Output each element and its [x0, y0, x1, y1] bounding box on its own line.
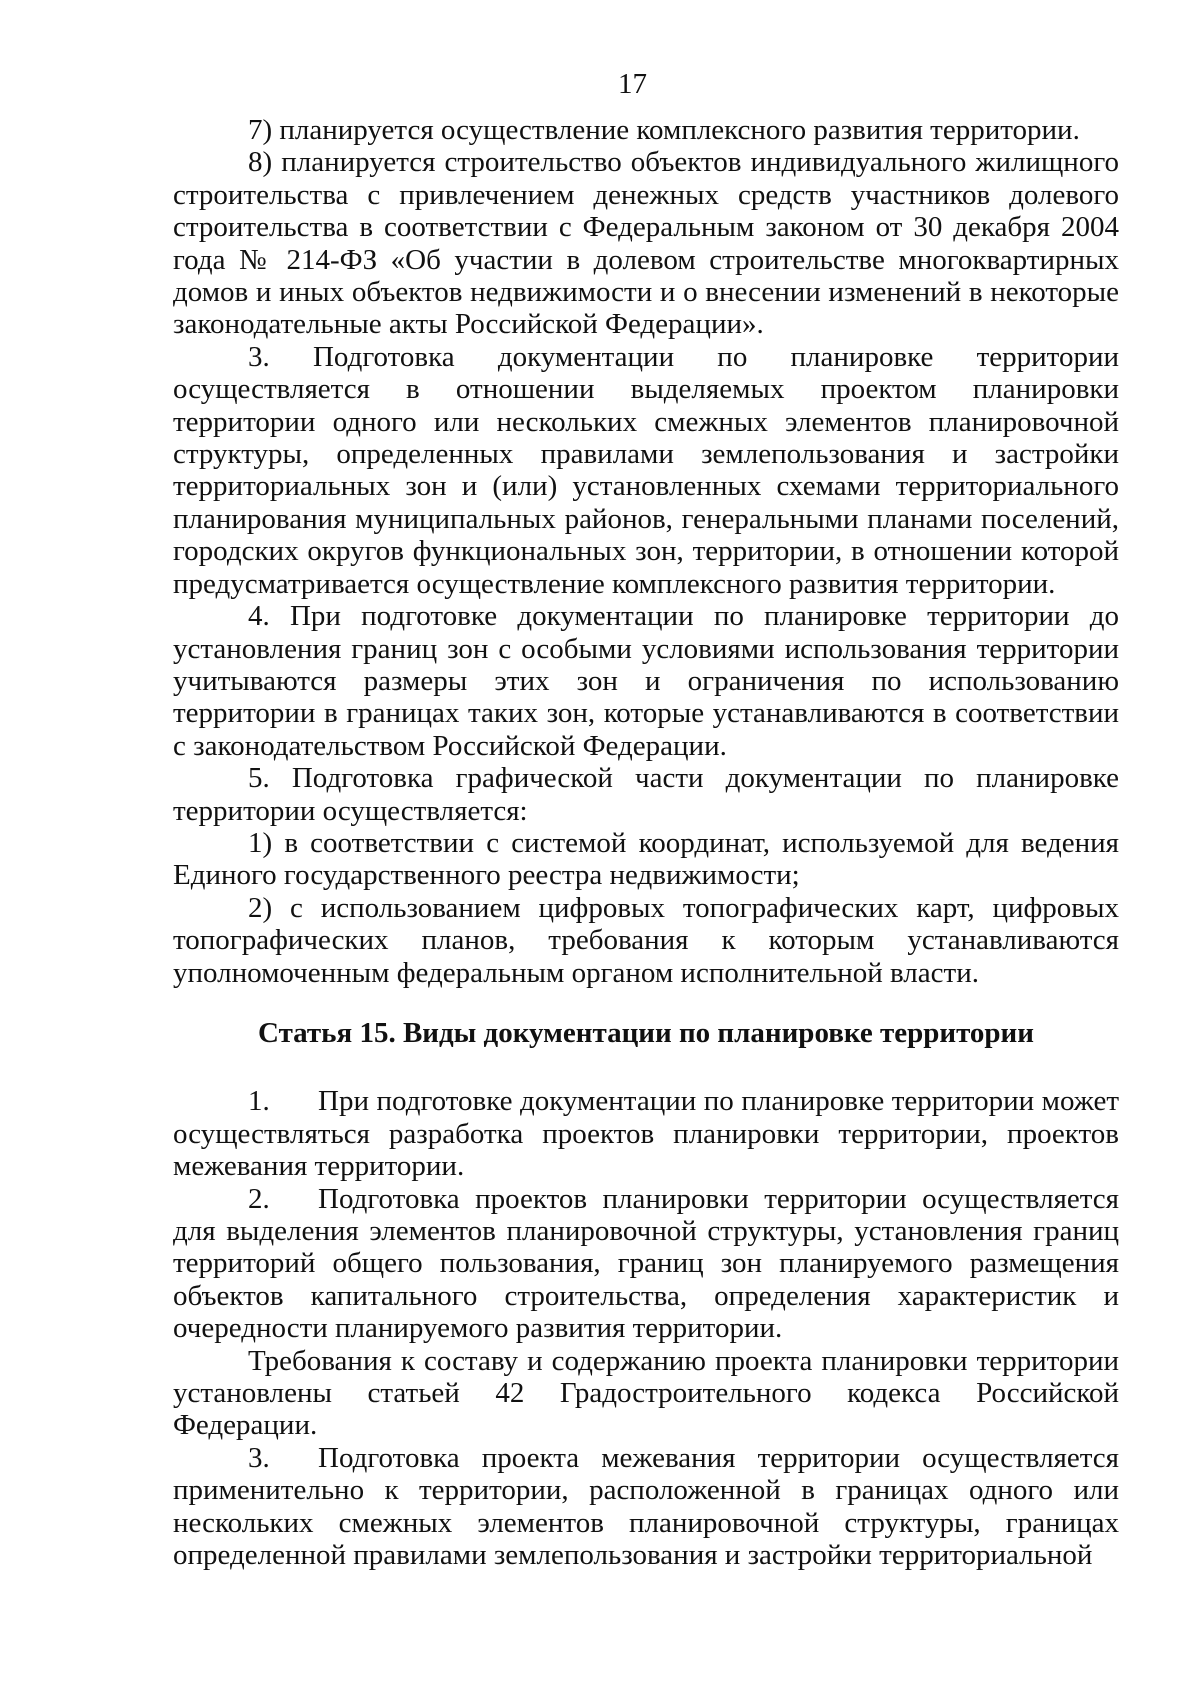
paragraph-point-4: 4. При подготовке документации по планировке территории до установления границ зон с особыми условиями использования территории учитываются размеры этих зон и ограничения по использованию территории в границах таких зон, которые устанавливаются в соответствии с законодательством Российской Федерации. [173, 600, 1119, 762]
document-body [173, 114, 1119, 1571]
point-text: При подготовке документации по планировке территории может осуществляться разработка проектов планировки территории, проектов межевания территории. [173, 1085, 1119, 1183]
article-point-2 [173, 1183, 1119, 1345]
article-point-1 [173, 1085, 1119, 1182]
paragraph-subitem-2: 2) с использованием цифровых топографических карт, цифровых топографических планов, требования к которым устанавливаются уполномоченным федеральным органом исполнительной власти. [173, 891, 1119, 989]
article-point-3 [173, 1442, 1119, 1572]
point-number: 3. [248, 1441, 270, 1474]
paragraph-subitem-1: 1) в соответствии с системой координат, используемой для ведения Единого государственного реестра недвижимости; [173, 826, 1119, 892]
point-text: Подготовка проекта межевания территории осуществляется применительно к территории, расположенной в границах одного или нескольких смежных элементов планировочной структуры, границах определенной правилами землепользования и застройки территориальной [173, 1441, 1119, 1572]
article-heading: Статья 15. Виды документации по планировке территории [258, 1016, 1034, 1049]
page-number: 17 [618, 68, 647, 100]
point-text: Подготовка проектов планировки территории осуществляется для выделения элементов планировочной структуры, установления границ территорий общего пользования, границ зон планируемого размещения объектов капитального строительства, определения характеристик и очередности планируемого развития территории. [173, 1182, 1119, 1345]
paragraph-item-7: 7) планируется осуществление комплексного развития территории. [248, 114, 1080, 146]
article-paragraph-requirements: Требования к составу и содержанию проекта планировки территории установлены статьей 42 Градостроительного кодекса Российской Федерации. [173, 1344, 1119, 1442]
point-number: 1. [248, 1085, 270, 1118]
paragraph-item-8: 8) планируется строительство объектов индивидуального жилищного строительства с привлечением денежных средств участников долевого строительства в соответствии с Федеральным законом от 30 декабря 2004 года № 214-ФЗ «Об участии в долевом строительстве многоквартирных домов и иных объектов недвижимости и о внесении изменений в некоторые законодательные акты Российской Федерации». [173, 146, 1119, 341]
point-number: 2. [248, 1182, 270, 1215]
paragraph-point-3: 3. Подготовка документации по планировке территории осуществляется в отношении выделяемых проектом планировки территории одного или нескольких смежных элементов планировочной структуры, определенных правилами землепользования и застройки территориальных зон и (или) установленных схемами территориального планирования муниципальных районов, генеральными планами поселений, городских округов функциональных зон, территории, в отношении которой предусматривается осуществление комплексного развития территории. [173, 340, 1119, 600]
paragraph-point-5: 5. Подготовка графической части документации по планировке территории осуществляется: [173, 762, 1119, 827]
